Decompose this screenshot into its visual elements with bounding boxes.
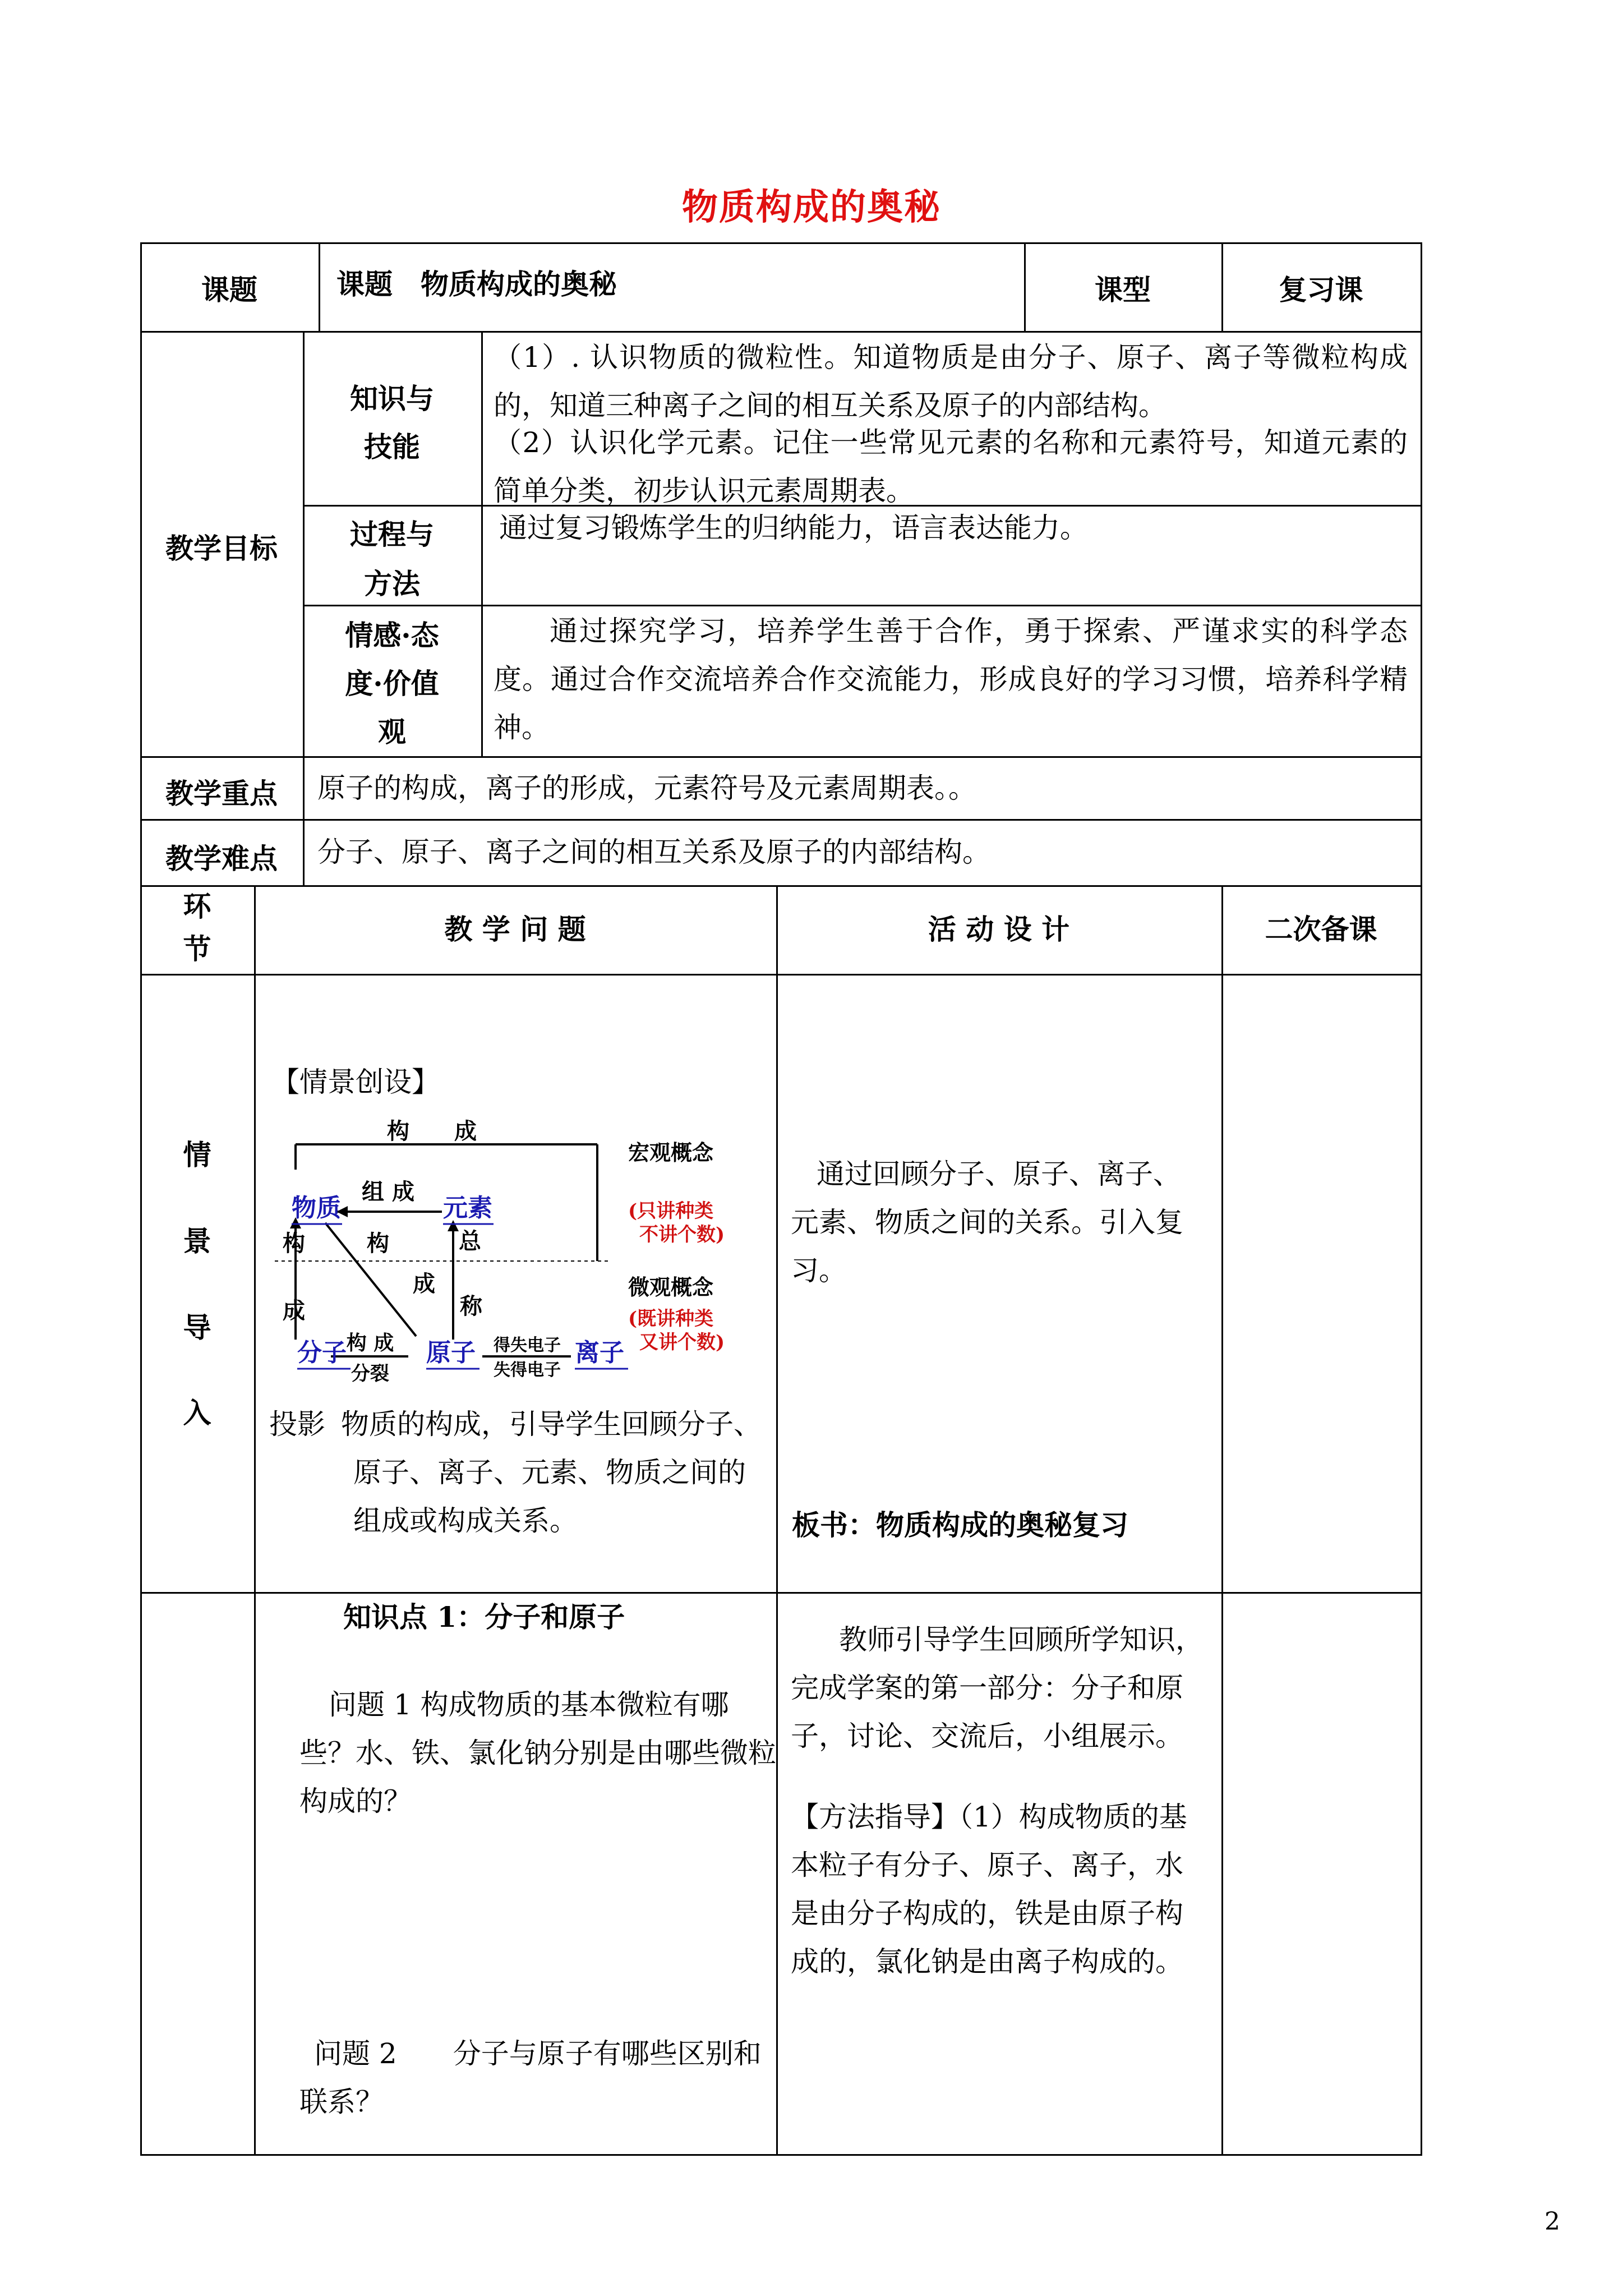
course-value: 课题 物质构成的奥秘: [336, 268, 617, 301]
column-stage-1: 环: [183, 890, 211, 923]
column-stage-2: 节: [183, 932, 211, 965]
diagram-macro-note-1: (只讲种类: [628, 1200, 714, 1222]
diagram-macro: 宏观概念: [628, 1140, 714, 1165]
emotion-label-1: 情感·态: [345, 619, 439, 652]
emotion-label-3: 观: [378, 715, 406, 748]
board-text: 板书：物质构成的奥秘复习: [792, 1508, 1128, 1542]
process-label-2: 方法: [364, 567, 420, 600]
projection-text-3: 组成或构成关系。: [353, 1504, 578, 1537]
diagram-gou: 构: [283, 1230, 305, 1257]
q1-line-2: 些？水、铁、氯化钠分别是由哪些微粒: [299, 1737, 776, 1769]
key-point-label: 教学重点: [165, 777, 278, 810]
diagram-gou2: 构: [367, 1230, 389, 1257]
difficulty-text: 分子、原子、离子之间的相互关系及原子的内部结构。: [317, 836, 990, 868]
type-value: 复习课: [1279, 273, 1363, 306]
section1-heading: 知识点 1：分子和原子: [343, 1600, 625, 1634]
column-activity: 活 动 设 计: [928, 913, 1070, 946]
intro-activity-2: 元素、物质之间的关系。引入复: [791, 1206, 1183, 1239]
column-backup: 二次备课: [1265, 913, 1377, 946]
knowledge-text-2: （2）认识化学元素。记住一些常见元素的名称和元素符号，知道元素的简单分类，初步认识元素周期表。: [494, 426, 1408, 507]
course-label: 课题: [201, 273, 257, 306]
method-line-3: 是由分子构成的，铁是由原子构: [791, 1897, 1183, 1930]
diagram-mid-compose: 构 成: [346, 1331, 394, 1355]
emotion-text: 通过探究学习，培养学生善于合作，勇于探索、严谨求实的科学态度。通过合作交流培养合作交流能力，形成良好的学习习惯，培养科学精神。: [494, 615, 1408, 744]
projection-prefix: 投影: [269, 1408, 325, 1441]
diagram-lose-gain: 失得电子: [494, 1360, 561, 1380]
method-line-2: 本粒子有分子、原子、离子，水: [791, 1849, 1183, 1881]
stage-char-4: 入: [183, 1396, 211, 1429]
diagram-element: 元素: [443, 1194, 492, 1222]
diagram-compose: 组 成: [362, 1179, 414, 1205]
method-line-4: 成的，氯化钠是由离子构成的。: [791, 1945, 1183, 1978]
projection-text-2: 原子、离子、元素、物质之间的: [353, 1456, 746, 1489]
diagram-top-label: 构 成: [387, 1118, 477, 1144]
page-number: 2: [1544, 2207, 1560, 2236]
difficulty-label: 教学难点: [165, 842, 278, 875]
concept-diagram: [264, 1116, 768, 1408]
stage-char-3: 导: [183, 1311, 211, 1344]
stage-char-2: 景: [183, 1225, 211, 1258]
intro-activity-1: 通过回顾分子、原子、离子、: [817, 1158, 1181, 1190]
q2-line-1: 问题 2 分子与原子有哪些区别和: [314, 2037, 762, 2070]
section1-activity-1: 教师引导学生回顾所学知识，: [839, 1623, 1204, 1656]
process-label-1: 过程与: [350, 518, 434, 551]
type-label: 课型: [1095, 273, 1151, 306]
q2-line-2: 联系？: [299, 2086, 384, 2118]
knowledge-label-1: 知识与: [350, 382, 434, 415]
process-text: 通过复习锻炼学生的归纳能力，语言表达能力。: [499, 512, 1088, 544]
key-point-text: 原子的构成，离子的形成，元素符号及元素周期表。。: [317, 772, 976, 804]
diagram-micro-note-1: (既讲种类: [628, 1308, 714, 1330]
intro-activity-3: 习。: [791, 1254, 847, 1287]
emotion-label-2: 度·价值: [345, 667, 439, 700]
diagram-micro-note-2: 又讲个数): [639, 1331, 725, 1354]
diagram-substance: 物质: [292, 1194, 341, 1222]
diagram-zong: 总: [459, 1228, 481, 1254]
method-line-1: 【方法指导】（1）构成物质的基: [791, 1801, 1187, 1833]
stage-char-1: 情: [183, 1138, 211, 1171]
scene-label: 【情景创设】: [271, 1066, 440, 1098]
diagram-micro: 微观概念: [628, 1274, 714, 1300]
diagram-cheng: 成: [283, 1297, 305, 1324]
goals-label: 教学目标: [165, 532, 278, 565]
section1-activity-2: 完成学案的第一部分：分子和原: [791, 1672, 1183, 1704]
diagram-cheng2: 成: [413, 1271, 435, 1297]
diagram-ion: 离子: [575, 1338, 624, 1367]
section1-activity-3: 子，讨论、交流后，小组展示。: [791, 1720, 1183, 1752]
diagram-split: 分裂: [351, 1363, 389, 1385]
q1-line-1: 问题 1 构成物质的基本微粒有哪: [329, 1688, 729, 1721]
knowledge-text-1: （1）. 认识物质的微粒性。知道物质是由分子、原子、离子等微粒构成的，知道三种离子之间的相互关系及原子的内部结构。: [494, 341, 1408, 422]
page-title: 物质构成的奥秘: [682, 186, 941, 228]
diagram-cheng3: 称: [460, 1293, 482, 1319]
knowledge-label-2: 技能: [364, 430, 420, 463]
diagram-macro-note-2: 不讲个数): [639, 1223, 725, 1246]
diagram-atom: 原子: [426, 1338, 476, 1367]
q1-line-3: 构成的？: [299, 1785, 412, 1818]
diagram-gain-lose: 得失电子: [494, 1336, 561, 1355]
projection-text-1: 物质的构成，引导学生回顾分子、: [341, 1408, 762, 1441]
column-question: 教 学 问 题: [444, 913, 586, 946]
diagram-molecule: 分子: [297, 1338, 347, 1367]
